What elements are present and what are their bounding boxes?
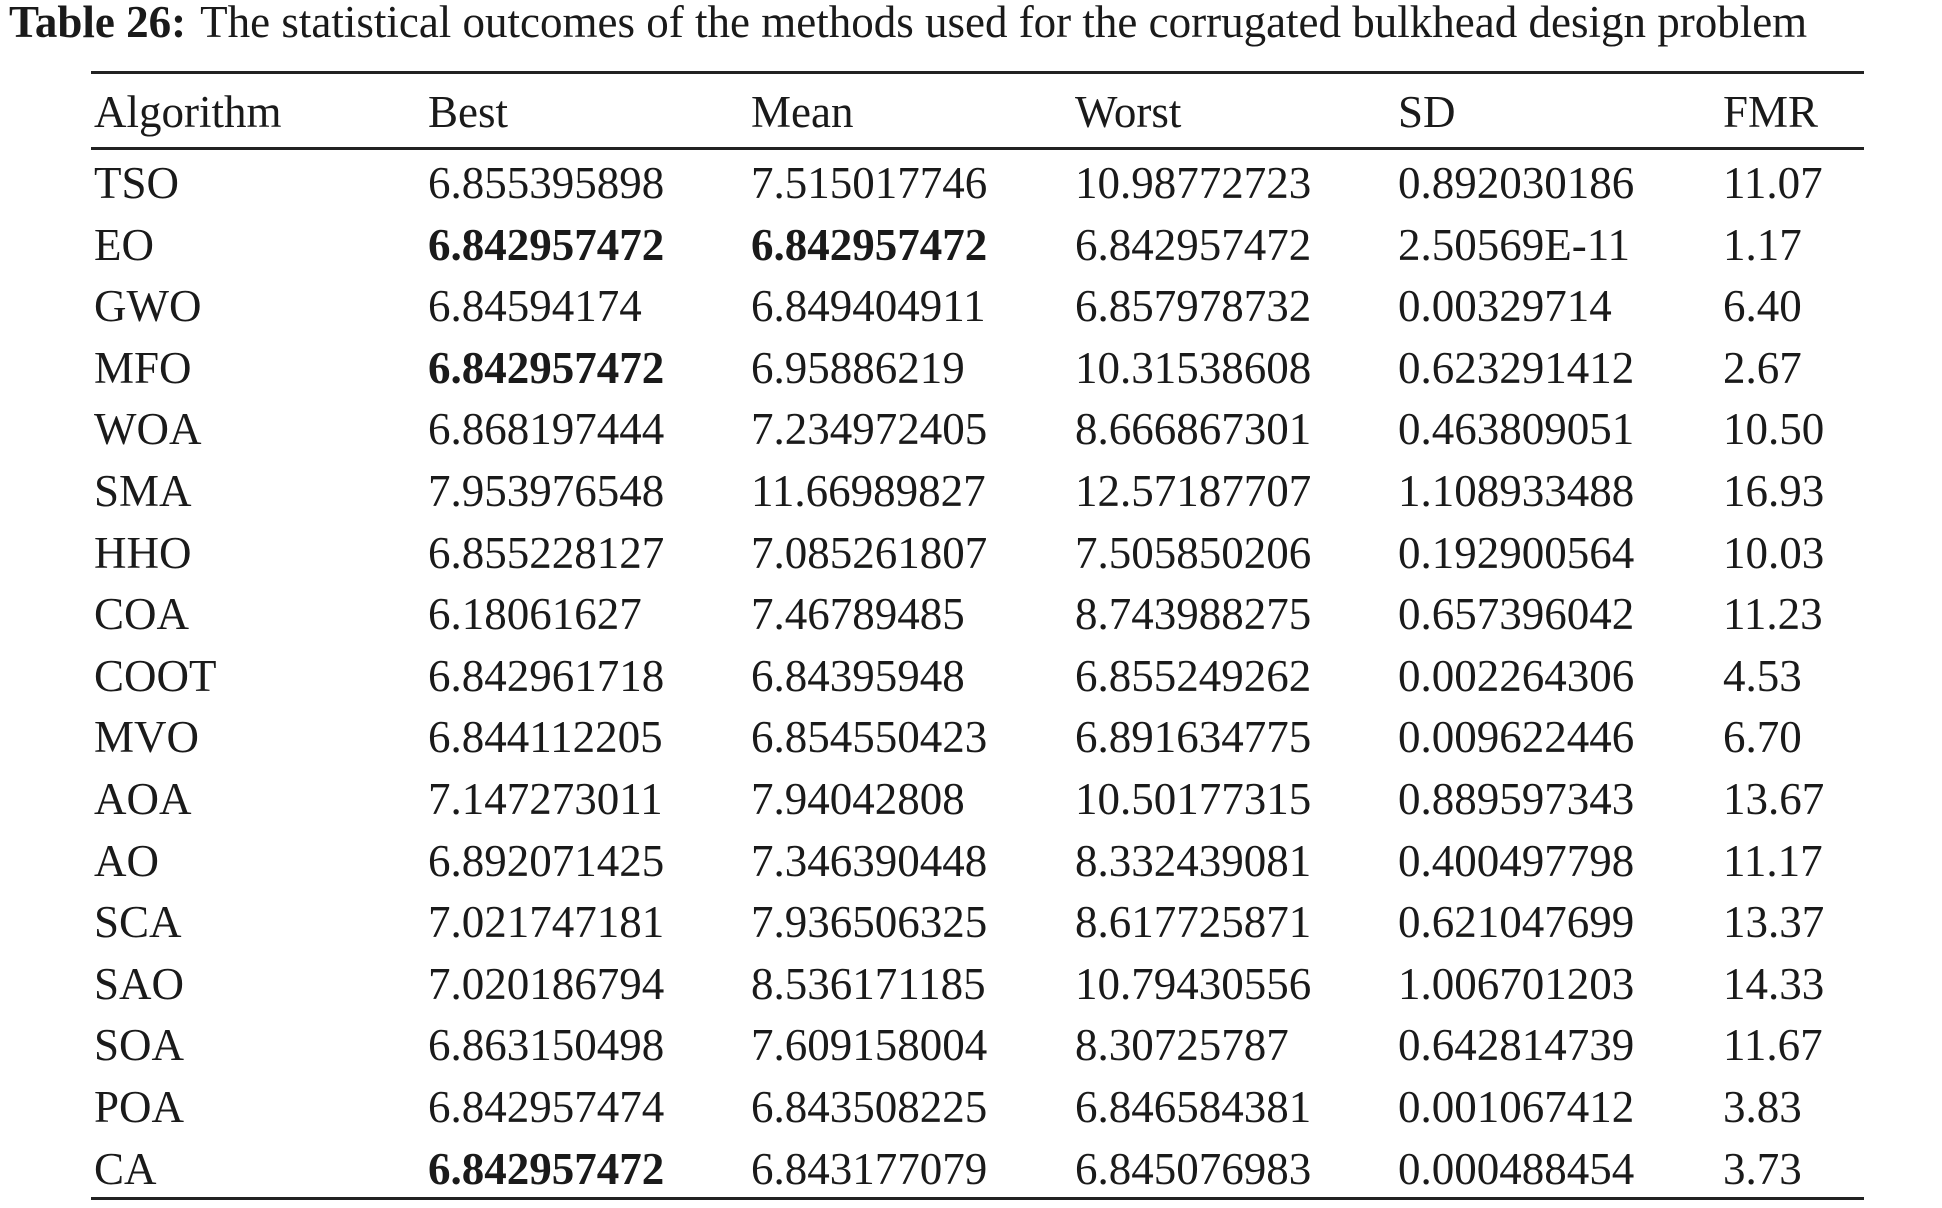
cell-best: 6.18061627	[428, 589, 642, 640]
cell-mean: 7.94042808	[751, 774, 965, 824]
cell-best: 7.020186794	[428, 958, 665, 1009]
cell-worst: 8.743988275	[1075, 589, 1312, 640]
table-row	[91, 337, 1864, 399]
cell-fmr: 11.23	[1723, 589, 1823, 640]
header-sd: SD	[1398, 87, 1456, 137]
cell-mean: 8.536171185	[751, 958, 986, 1009]
cell-algorithm: SCA	[94, 897, 182, 948]
cell-worst: 6.857978732	[1075, 281, 1312, 332]
cell-sd: 0.892030186	[1398, 158, 1635, 208]
header-fmr: FMR	[1723, 87, 1819, 137]
cell-mean: 6.84395948	[751, 650, 965, 701]
cell-mean: 7.46789485	[751, 589, 965, 640]
cell-algorithm: TSO	[94, 158, 180, 208]
cell-best: 6.892071425	[428, 835, 665, 886]
table-row	[91, 583, 1864, 645]
cell-worst: 12.57187707	[1075, 466, 1312, 516]
cell-sd: 0.192900564	[1398, 527, 1635, 578]
cell-sd: 0.657396042	[1398, 589, 1635, 640]
table-row	[91, 830, 1864, 892]
cell-algorithm: SAO	[94, 958, 185, 1009]
cell-algorithm: SOA	[94, 1020, 185, 1071]
cell-best: 7.021747181	[428, 897, 665, 948]
table-row	[91, 953, 1864, 1015]
header-algorithm: Algorithm	[94, 87, 282, 137]
cell-algorithm: WOA	[94, 404, 202, 455]
cell-fmr: 16.93	[1723, 466, 1825, 516]
cell-sd: 0.623291412	[1398, 342, 1635, 393]
header-mean: Mean	[751, 87, 854, 137]
cell-mean: 6.849404911	[751, 281, 986, 332]
cell-mean: 11.66989827	[751, 466, 986, 516]
cell-algorithm: MVO	[94, 712, 200, 763]
cell-best: 6.855395898	[428, 158, 665, 208]
table-row	[91, 1138, 1864, 1200]
cell-sd: 0.889597343	[1398, 774, 1635, 824]
cell-fmr: 6.70	[1723, 712, 1802, 763]
cell-best: 6.844112205	[428, 712, 663, 763]
cell-algorithm: COA	[94, 589, 190, 640]
cell-worst: 10.31538608	[1075, 342, 1312, 393]
cell-worst: 8.666867301	[1075, 404, 1312, 455]
cell-sd: 0.002264306	[1398, 650, 1635, 701]
cell-sd: 1.108933488	[1398, 466, 1635, 516]
cell-fmr: 10.03	[1723, 527, 1825, 578]
table-row	[91, 891, 1864, 953]
caption-label: Table 26:	[9, 0, 187, 47]
table-row	[91, 706, 1864, 768]
cell-algorithm: MFO	[94, 342, 192, 393]
cell-worst: 10.98772723	[1075, 158, 1312, 208]
cell-fmr: 3.73	[1723, 1143, 1802, 1194]
cell-algorithm: SMA	[94, 466, 192, 516]
cell-sd: 1.006701203	[1398, 958, 1635, 1009]
table-row	[91, 1014, 1864, 1076]
table-row	[91, 460, 1864, 522]
table-header-row	[91, 81, 1864, 143]
cell-fmr: 2.67	[1723, 342, 1802, 393]
cell-sd: 0.463809051	[1398, 404, 1635, 455]
cell-algorithm: POA	[94, 1082, 185, 1132]
cell-sd: 0.642814739	[1398, 1020, 1635, 1071]
cell-fmr: 4.53	[1723, 650, 1802, 701]
cell-mean: 7.234972405	[751, 404, 988, 455]
cell-sd: 0.001067412	[1398, 1082, 1635, 1132]
cell-sd: 0.000488454	[1398, 1143, 1635, 1194]
cell-worst: 10.79430556	[1075, 958, 1312, 1009]
table-row	[91, 214, 1864, 276]
cell-best: 6.863150498	[428, 1020, 665, 1071]
cell-fmr: 13.37	[1723, 897, 1825, 948]
cell-worst: 10.50177315	[1075, 774, 1312, 824]
cell-worst: 8.332439081	[1075, 835, 1312, 886]
table-header-rule	[91, 147, 1864, 150]
cell-sd: 0.00329714	[1398, 281, 1612, 332]
cell-worst: 6.855249262	[1075, 650, 1312, 701]
cell-algorithm: GWO	[94, 281, 202, 332]
cell-fmr: 11.67	[1723, 1020, 1823, 1071]
cell-sd: 2.50569E-11	[1398, 219, 1631, 270]
cell-algorithm: AO	[94, 835, 159, 886]
cell-fmr: 6.40	[1723, 281, 1802, 332]
cell-mean: 7.515017746	[751, 158, 988, 208]
cell-algorithm: HHO	[94, 527, 192, 578]
table-row	[91, 275, 1864, 337]
cell-worst: 7.505850206	[1075, 527, 1312, 578]
cell-fmr: 3.83	[1723, 1082, 1802, 1132]
cell-fmr: 1.17	[1723, 219, 1802, 270]
cell-mean: 6.854550423	[751, 712, 988, 763]
cell-worst: 6.845076983	[1075, 1143, 1312, 1194]
cell-fmr: 10.50	[1723, 404, 1825, 455]
table-top-rule	[91, 71, 1864, 74]
cell-worst: 8.30725787	[1075, 1020, 1289, 1071]
cell-fmr: 11.07	[1723, 158, 1823, 208]
table-row	[91, 645, 1864, 707]
cell-best: 6.855228127	[428, 527, 665, 578]
cell-worst: 6.842957472	[1075, 219, 1312, 270]
cell-best: 7.147273011	[428, 774, 663, 824]
table-row	[91, 1076, 1864, 1138]
cell-mean: 6.95886219	[751, 342, 965, 393]
cell-worst: 6.846584381	[1075, 1082, 1312, 1132]
cell-mean: 6.843177079	[751, 1143, 988, 1194]
cell-algorithm: COOT	[94, 650, 217, 701]
cell-sd: 0.009622446	[1398, 712, 1635, 763]
cell-best: 6.84594174	[428, 281, 642, 332]
header-worst: Worst	[1075, 87, 1182, 137]
cell-fmr: 13.67	[1723, 774, 1825, 824]
cell-best: 6.868197444	[428, 404, 665, 455]
cell-fmr: 14.33	[1723, 958, 1825, 1009]
cell-algorithm: CA	[94, 1143, 157, 1194]
cell-mean: 6.842957472	[751, 219, 988, 270]
header-best: Best	[428, 87, 509, 137]
cell-worst: 8.617725871	[1075, 897, 1312, 948]
cell-sd: 0.400497798	[1398, 835, 1635, 886]
table-row	[91, 768, 1864, 830]
cell-best: 6.842957472	[428, 1143, 665, 1194]
table-caption	[9, 0, 1807, 50]
cell-mean: 7.936506325	[751, 897, 988, 948]
cell-mean: 7.085261807	[751, 527, 988, 578]
cell-best: 6.842957472	[428, 342, 665, 393]
cell-fmr: 11.17	[1723, 835, 1823, 886]
cell-mean: 6.843508225	[751, 1082, 988, 1132]
cell-best: 6.842961718	[428, 650, 665, 701]
cell-best: 7.953976548	[428, 466, 665, 516]
cell-mean: 7.346390448	[751, 835, 988, 886]
cell-mean: 7.609158004	[751, 1020, 988, 1071]
cell-best: 6.842957472	[428, 219, 665, 270]
table-row	[91, 522, 1864, 584]
table-row	[91, 398, 1864, 460]
cell-sd: 0.621047699	[1398, 897, 1635, 948]
cell-algorithm: AOA	[94, 774, 192, 824]
table-row	[91, 152, 1864, 214]
cell-algorithm: EO	[94, 219, 154, 270]
caption-text: The statistical outcomes of the methods used for the corrugated bulkhead design problem	[200, 0, 1808, 47]
cell-best: 6.842957474	[428, 1082, 665, 1132]
cell-worst: 6.891634775	[1075, 712, 1312, 763]
